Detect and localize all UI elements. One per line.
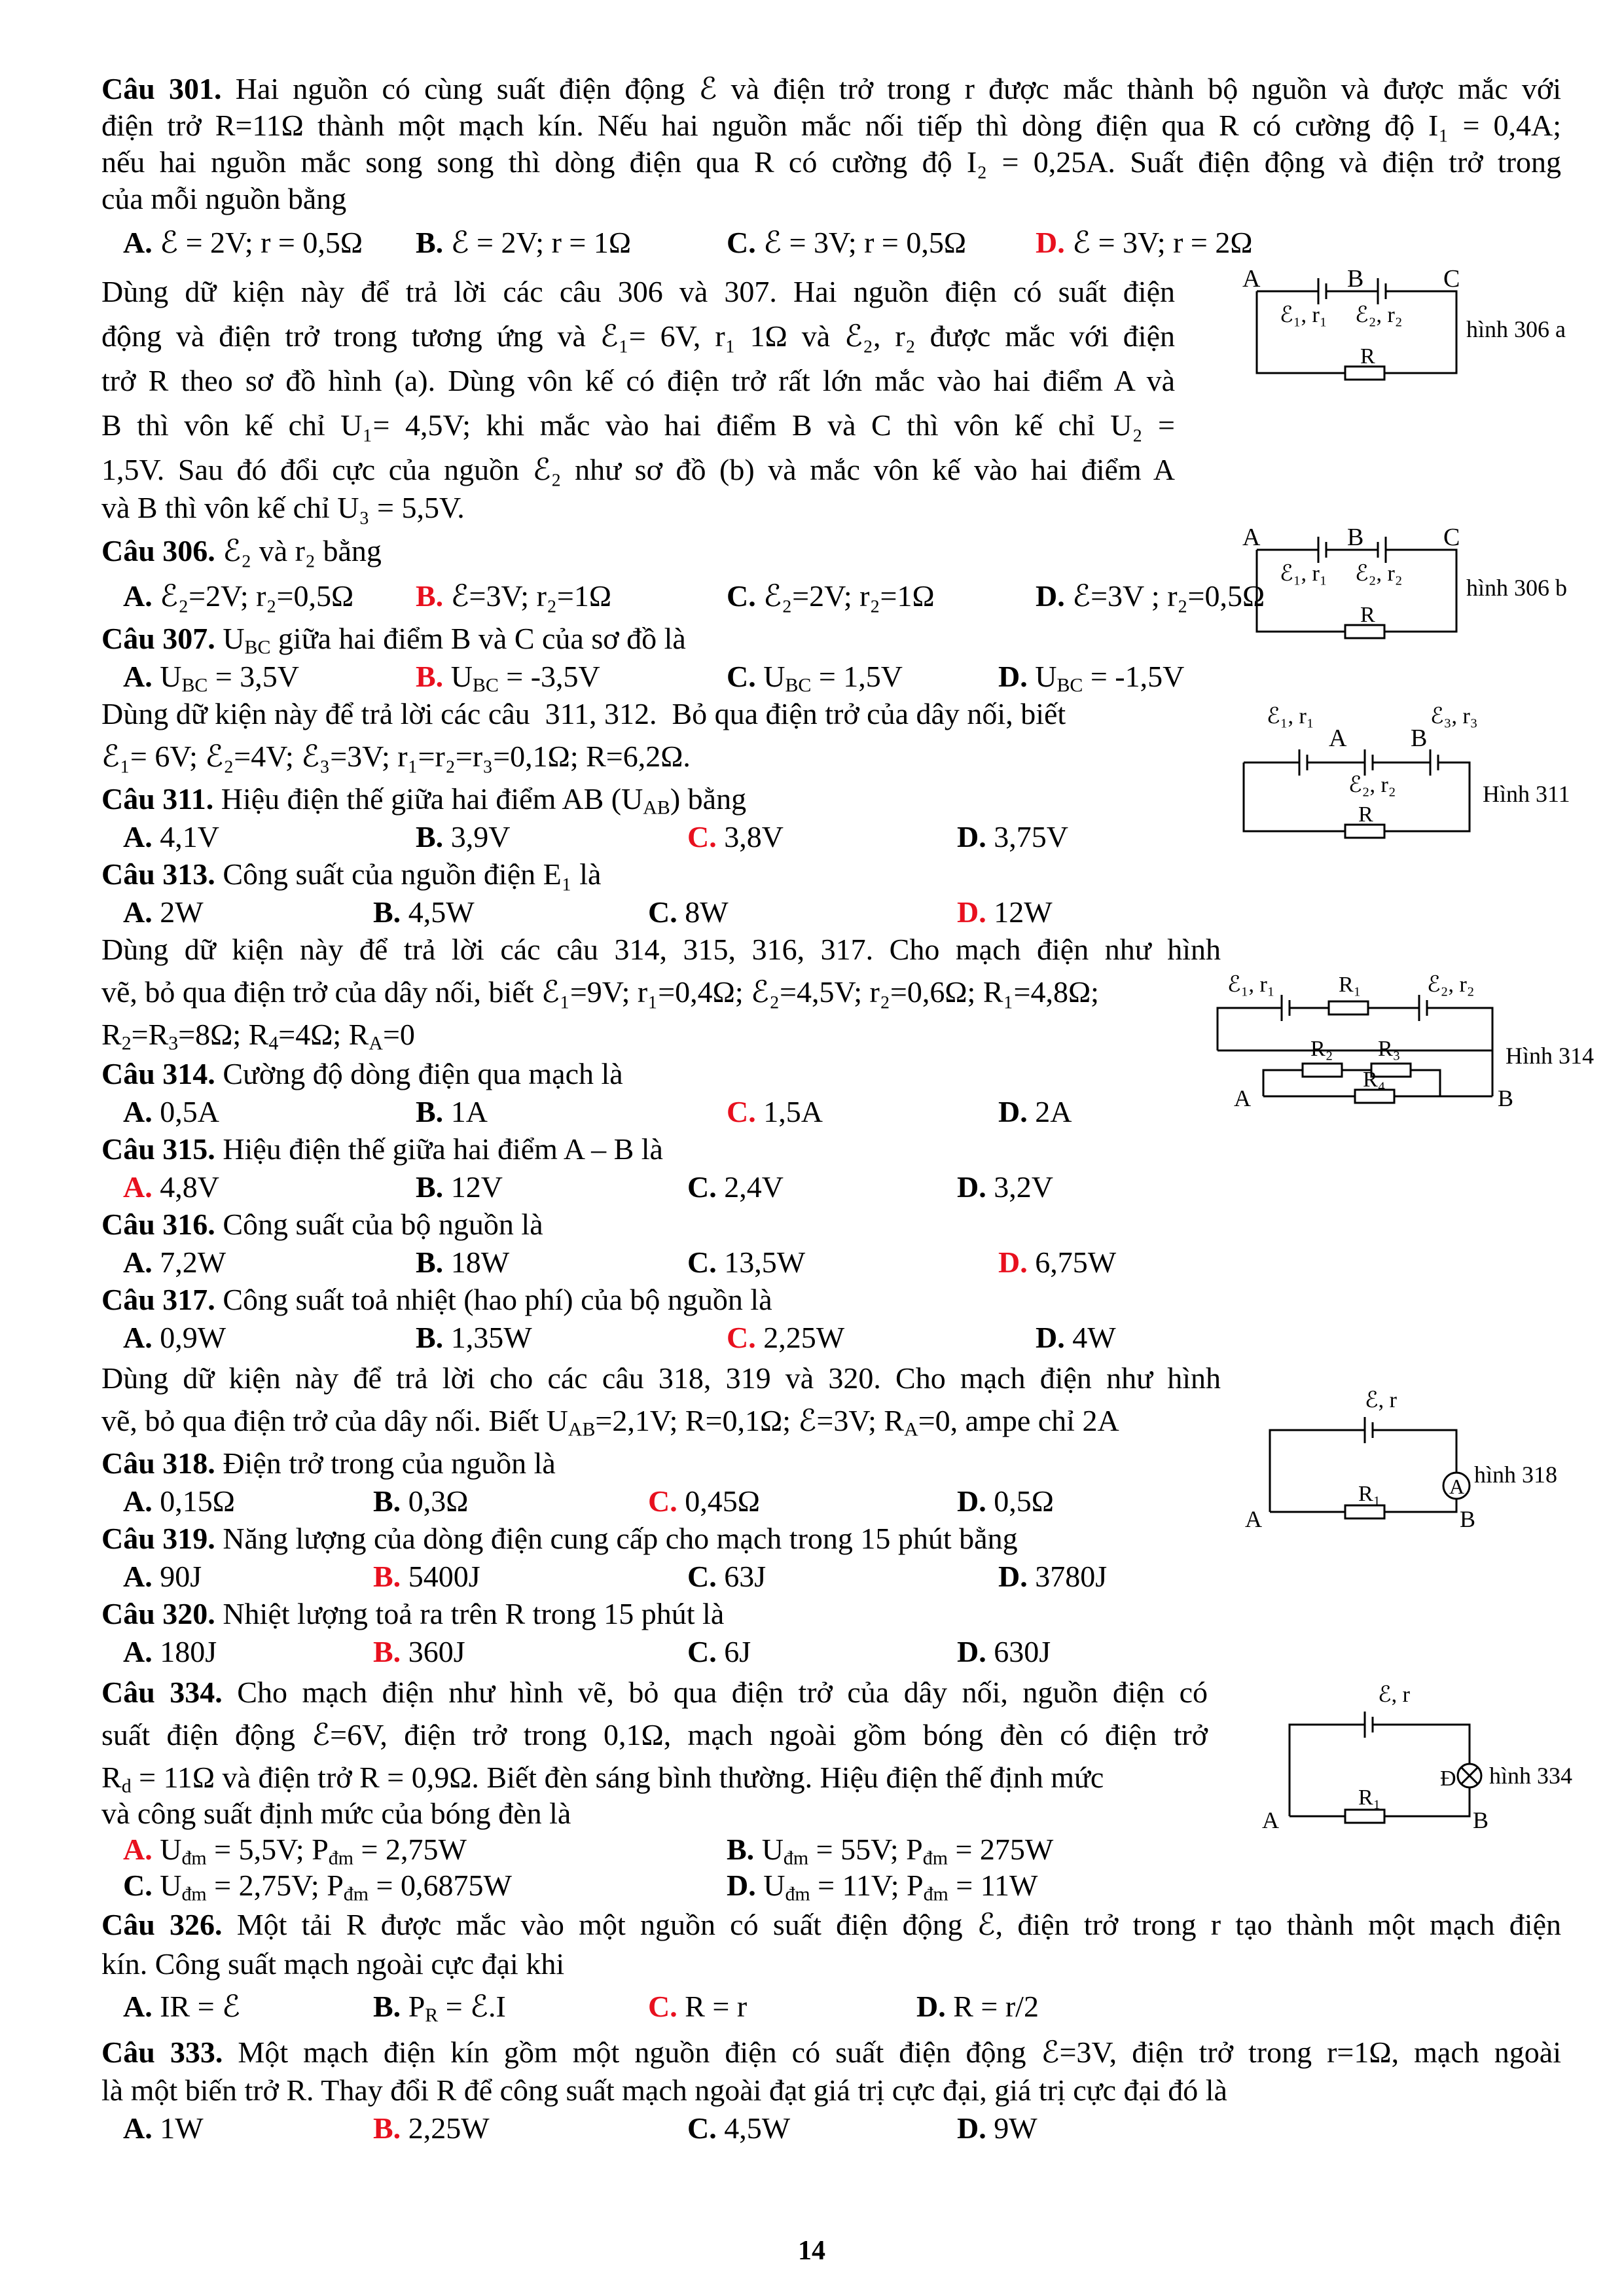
- intro306-line6: và B thì vôn kế chỉ U₃ = 5,5V.: [101, 491, 465, 524]
- q311-option-a[interactable]: A. 4,1V: [123, 820, 219, 853]
- q307-option-d[interactable]: D. $U_{BC} = -1,5V$: [998, 660, 1185, 696]
- q326-option-d[interactable]: D. R = r/2: [916, 1990, 1039, 2023]
- fig311-label-b: B: [1411, 725, 1428, 752]
- q333-line1: Câu 333. Một mạch điện kín gồm một nguồn điện có suất điện động ℰ=3V, điện trở trong r=1Ω, mạch ngoài: [101, 2036, 1561, 2069]
- fig306a-e1: ℰ₁, r₁: [1280, 303, 1327, 327]
- fig318-e: ℰ, r: [1365, 1388, 1397, 1412]
- q314-option-b[interactable]: B. 1A: [416, 1095, 488, 1128]
- fig314-r1: R₁: [1339, 973, 1362, 997]
- page-number: 14: [798, 2236, 825, 2266]
- q326-line2: kín. Công suất mạch ngoài cực đại khi: [101, 1947, 565, 1981]
- q318-option-a[interactable]: A. 0,15Ω: [123, 1484, 235, 1518]
- fig318-label-a: A: [1245, 1506, 1262, 1532]
- q315-option-c[interactable]: C. 2,4V: [687, 1170, 784, 1204]
- q313-option-d[interactable]: D. 12W: [957, 895, 1053, 929]
- q307-stem: Câu 307. $U_{BC}$ giữa hai điểm B và C của sơ đồ là: [101, 622, 686, 658]
- fig334-caption: hình 334: [1489, 1763, 1573, 1789]
- q317-option-a[interactable]: A. 0,9W: [123, 1321, 226, 1354]
- q318-option-b[interactable]: B. 0,3Ω: [373, 1484, 469, 1518]
- q307-option-a[interactable]: A. $U_{BC} = 3,5V$: [123, 660, 300, 696]
- q315-option-b[interactable]: B. 12V: [416, 1170, 503, 1204]
- fig314-label-a: A: [1234, 1085, 1251, 1111]
- q319-option-c[interactable]: C. 63J: [687, 1560, 767, 1593]
- intro306-line1: Dùng dữ kiện này để trả lời các câu 306 và 307. Hai nguồn điện có suất điện: [101, 275, 1175, 308]
- q334-line4: và công suất định mức của bóng đèn là: [101, 1797, 571, 1830]
- fig306a-e2: ℰ₂, r₂: [1355, 303, 1403, 327]
- figure-314: [1211, 965, 1617, 1142]
- q301-label: Câu 301.: [101, 72, 222, 105]
- fig306a-label-b: B: [1347, 265, 1364, 293]
- q316-option-a[interactable]: A. 7,2W: [123, 1246, 226, 1279]
- fig306b-e2: ℰ₂, r₂: [1355, 562, 1403, 586]
- fig306a-caption: hình 306 a: [1466, 316, 1566, 342]
- q334-option-b[interactable]: B. $U_{đm} = 55V$; $P_{đm} = 275W$: [727, 1833, 1054, 1869]
- fig306b-label-c: C: [1443, 524, 1460, 551]
- q326-option-b[interactable]: B. $P_R$ = ℰ.I: [373, 1990, 506, 2026]
- q334-option-c[interactable]: C. $U_{đm} = 2,75V$; $P_{đm} = 0,6875W$: [123, 1869, 512, 1905]
- q320-option-a[interactable]: A. 180J: [123, 1635, 217, 1668]
- q306-option-d[interactable]: D. ℰ=3V ; r₂=0,5Ω: [1036, 579, 1265, 613]
- q333-option-b[interactable]: B. 2,25W: [373, 2111, 490, 2145]
- q307-option-b[interactable]: B. $U_{BC} = -3,5V$: [416, 660, 600, 696]
- q319-option-d[interactable]: D. 3780J: [998, 1560, 1108, 1593]
- q316-stem: Câu 316. Công suất của bộ nguồn là: [101, 1208, 543, 1241]
- fig314-r3: R₃: [1378, 1037, 1401, 1061]
- q301-line4: của mỗi nguồn bằng: [101, 182, 347, 215]
- fig306b-e1: ℰ₁, r₁: [1280, 562, 1327, 586]
- q334-line2: suất điện động ℰ=6V, điện trở trong 0,1Ω, mạch ngoài gồm bóng đèn có điện trở: [101, 1718, 1208, 1751]
- q318-stem: Câu 318. Điện trở trong của nguồn là: [101, 1446, 556, 1480]
- q314-option-a[interactable]: A. 0,5A: [123, 1095, 219, 1128]
- q334-line1: Câu 334. Cho mạch điện như hình vẽ, bỏ qua điện trở của dây nối, nguồn điện có: [101, 1676, 1208, 1709]
- fig318-r1: R₁: [1358, 1482, 1381, 1506]
- q334-option-d[interactable]: D. $U_{đm} = 11V$; $P_{đm} = 11W$: [727, 1869, 1038, 1905]
- q306-option-c[interactable]: C. ℰ₂=2V; r₂=1Ω: [727, 579, 935, 613]
- fig314-caption: Hình 314: [1506, 1043, 1594, 1069]
- q320-option-b[interactable]: B. 360J: [373, 1635, 465, 1668]
- q333-option-d[interactable]: D. 9W: [957, 2111, 1038, 2145]
- figure-306a: [1231, 262, 1597, 393]
- q333-option-a[interactable]: A. 1W: [123, 2111, 204, 2145]
- fig334-label-a: A: [1262, 1807, 1279, 1833]
- q317-option-b[interactable]: B. 1,35W: [416, 1321, 532, 1354]
- q306-option-a[interactable]: A. ℰ₂=2V; r₂=0,5Ω: [123, 579, 354, 613]
- fig334-e: ℰ, r: [1378, 1683, 1410, 1707]
- q333-option-c[interactable]: C. 4,5W: [687, 2111, 791, 2145]
- fig314-r4: R₄: [1363, 1067, 1386, 1092]
- q301-option-a[interactable]: A. ℰ = 2V; r = 0,5Ω: [123, 226, 363, 259]
- q311-option-c[interactable]: C. 3,8V: [687, 820, 784, 853]
- intro318-line2: vẽ, bỏ qua điện trở của dây nối. Biết $U_{AB}=2,1V$; R=0,1Ω; ℰ=3V; $R_A=0$, ampe chỉ 2A: [101, 1404, 1119, 1441]
- q315-option-d[interactable]: D. 3,2V: [957, 1170, 1053, 1204]
- q313-option-b[interactable]: B. 4,5W: [373, 895, 475, 929]
- fig306a-r: R: [1360, 344, 1375, 368]
- q317-stem: Câu 317. Công suất toả nhiệt (hao phí) của bộ nguồn là: [101, 1283, 772, 1316]
- q313-option-c[interactable]: C. 8W: [648, 895, 729, 929]
- q301-option-c[interactable]: C. ℰ = 3V; r = 0,5Ω: [727, 226, 967, 259]
- q317-option-d[interactable]: D. 4W: [1036, 1321, 1116, 1354]
- q314-option-c[interactable]: C. 1,5A: [727, 1095, 823, 1128]
- fig311-e3: ℰ₃, r₃: [1430, 704, 1478, 728]
- fig314-e1: ℰ₁, r₁: [1227, 973, 1275, 997]
- figure-334: [1231, 1669, 1597, 1839]
- fig314-e2: ℰ₂, r₂: [1427, 973, 1475, 997]
- q306-stem: Câu 306. ℰ₂ và r₂ bằng: [101, 534, 382, 567]
- q326-line1: Câu 326. Một tải R được mắc vào một nguồn có suất điện động ℰ, điện trở trong r tạo thành một mạch điện: [101, 1908, 1561, 1941]
- fig306a-label-a: A: [1242, 265, 1261, 293]
- fig311-caption: Hình 311: [1483, 781, 1570, 807]
- q326-option-a[interactable]: A. IR = ℰ: [123, 1990, 241, 2023]
- q306-option-b[interactable]: B. ℰ=3V; r₂=1Ω: [416, 579, 612, 613]
- q319-option-a[interactable]: A. 90J: [123, 1560, 202, 1593]
- fig306b-label-b: B: [1347, 524, 1364, 551]
- q301-option-b[interactable]: B. ℰ = 2V; r = 1Ω: [416, 226, 632, 259]
- fig318-label-b: B: [1460, 1506, 1476, 1532]
- q301-option-d[interactable]: D. ℰ = 3V; r = 2Ω: [1036, 226, 1253, 259]
- intro314-line1: Dùng dữ kiện này để trả lời các câu 314, 315, 316, 317. Cho mạch điện như hình: [101, 933, 1221, 966]
- q317-option-c[interactable]: C. 2,25W: [727, 1321, 845, 1354]
- fig314-r2: R₂: [1310, 1037, 1333, 1061]
- q334-option-a[interactable]: A. $U_{đm} = 5,5V$; $P_{đm} = 2,75W$: [123, 1833, 467, 1869]
- intro311-line2: ℰ₁= 6V; ℰ₂=4V; ℰ₃=3V; r₁=r₂=r₃=0,1Ω; R=6,2Ω.: [101, 740, 691, 773]
- q334-line3: $R_d = 11\Omega$ và điện trở R = 0,9Ω. Biết đèn sáng bình thường. Hiệu điện thế định mức: [101, 1761, 1104, 1797]
- q333-line2: là một biến trở R. Thay đổi R để công suất mạch ngoài đạt giá trị cực đại, giá trị cực đại đó là: [101, 2073, 1227, 2107]
- q315-option-a[interactable]: A. 4,8V: [123, 1170, 219, 1204]
- q316-option-d[interactable]: D. 6,75W: [998, 1246, 1117, 1279]
- fig306b-caption: hình 306 b: [1466, 575, 1568, 601]
- intro306-line4: B thì vôn kế chỉ U₁= 4,5V; khi mắc vào hai điểm B và C thì vôn kế chỉ U₂ =: [101, 408, 1175, 442]
- fig306b-r: R: [1360, 603, 1375, 627]
- intro306-line5: 1,5V. Sau đó đổi cực của nguồn ℰ₂ như sơ đồ (b) và mắc vôn kế vào hai điểm A: [101, 453, 1175, 486]
- q311-stem: Câu 311. Hiệu điện thế giữa hai điểm AB $(U_{AB})$ bằng: [101, 782, 747, 819]
- q320-stem: Câu 320. Nhiệt lượng toả ra trên R trong 15 phút là: [101, 1597, 725, 1630]
- intro306-line2: động và điện trở trong tương ứng và ℰ₁= 6V, r₁ 1Ω và ℰ₂, r₂ được mắc với điện: [101, 319, 1175, 353]
- q320-option-d[interactable]: D. 630J: [957, 1635, 1051, 1668]
- lamp-icon: Đ: [1440, 1767, 1456, 1791]
- q326-option-c[interactable]: C. R = r: [648, 1990, 748, 2023]
- q320-option-c[interactable]: C. 6J: [687, 1635, 751, 1668]
- q315-stem: Câu 315. Hiệu điện thế giữa hai điểm A – B là: [101, 1132, 663, 1166]
- intro306-line3: trở R theo sơ đồ hình (a). Dùng vôn kế có điện trở rất lớn mắc vào hai điểm A và: [101, 364, 1175, 397]
- q301-line2: điện trở R=11Ω thành một mạch kín. Nếu hai nguồn mắc nối tiếp thì dòng điện qua R có cường độ I₁ = 0,4A;: [101, 109, 1561, 142]
- q316-option-b[interactable]: B. 18W: [416, 1246, 510, 1279]
- fig311-r: R: [1358, 802, 1373, 827]
- fig334-label-b: B: [1473, 1807, 1489, 1833]
- q313-option-a[interactable]: A. 2W: [123, 895, 204, 929]
- q319-stem: Câu 319. Năng lượng của dòng điện cung cấp cho mạch trong 15 phút bằng: [101, 1522, 1018, 1555]
- figure-318: [1231, 1371, 1597, 1541]
- intro311-line1: Dùng dữ kiện này để trả lời các câu 311, 312. Bỏ qua điện trở của dây nối, biết: [101, 697, 1066, 730]
- q316-option-c[interactable]: C. 13,5W: [687, 1246, 806, 1279]
- q301-line3: nếu hai nguồn mắc song song thì dòng điện qua R có cường độ I₂ = 0,25A. Suất điện động và điện trở trong: [101, 145, 1561, 179]
- q318-option-c[interactable]: C. 0,45Ω: [648, 1484, 760, 1518]
- q314-stem: Câu 314. Cường độ dòng điện qua mạch là: [101, 1057, 623, 1090]
- ammeter-icon: A: [1449, 1475, 1465, 1498]
- fig311-e2: ℰ₂, r₂: [1348, 773, 1396, 797]
- q311-option-d[interactable]: D. 3,75V: [957, 820, 1068, 853]
- fig334-r1: R₁: [1358, 1785, 1381, 1810]
- fig314-label-b: B: [1498, 1085, 1514, 1111]
- fig306b-label-a: A: [1242, 524, 1261, 551]
- intro314-line2: vẽ, bỏ qua điện trở của dây nối, biết ℰ₁=9V; r₁=0,4Ω; ℰ₂=4,5V; r₂=0,6Ω; R₁=4,8Ω;: [101, 975, 1099, 1009]
- fig311-e1: ℰ₁, r₁: [1267, 704, 1314, 728]
- intro318-line1: Dùng dữ kiện này để trả lời cho các câu 318, 319 và 320. Cho mạch điện như hình: [101, 1361, 1221, 1395]
- q307-option-c[interactable]: C. $U_{BC} = 1,5V$: [727, 660, 903, 696]
- figure-306b: [1231, 520, 1597, 651]
- figure-311: [1231, 694, 1597, 851]
- q301-line1: Câu 301. Hai nguồn có cùng suất điện động ℰ và điện trở trong r được mắc thành bộ nguồn và được mắc với: [101, 72, 1561, 105]
- fig306a-label-c: C: [1443, 265, 1460, 293]
- q314-option-d[interactable]: D. 2A: [998, 1095, 1072, 1128]
- fig318-caption: hình 318: [1474, 1462, 1558, 1488]
- fig311-label-a: A: [1329, 725, 1347, 752]
- q311-option-b[interactable]: B. 3,9V: [416, 820, 511, 853]
- q318-option-d[interactable]: D. 0,5Ω: [957, 1484, 1054, 1518]
- q313-stem: Câu 313. Công suất của nguồn điện E₁ là: [101, 857, 602, 891]
- q319-option-b[interactable]: B. 5400J: [373, 1560, 480, 1593]
- intro314-line3: $R_2=R_3=8\Omega$; $R_4=4\Omega$; $R_A=0$: [101, 1018, 415, 1054]
